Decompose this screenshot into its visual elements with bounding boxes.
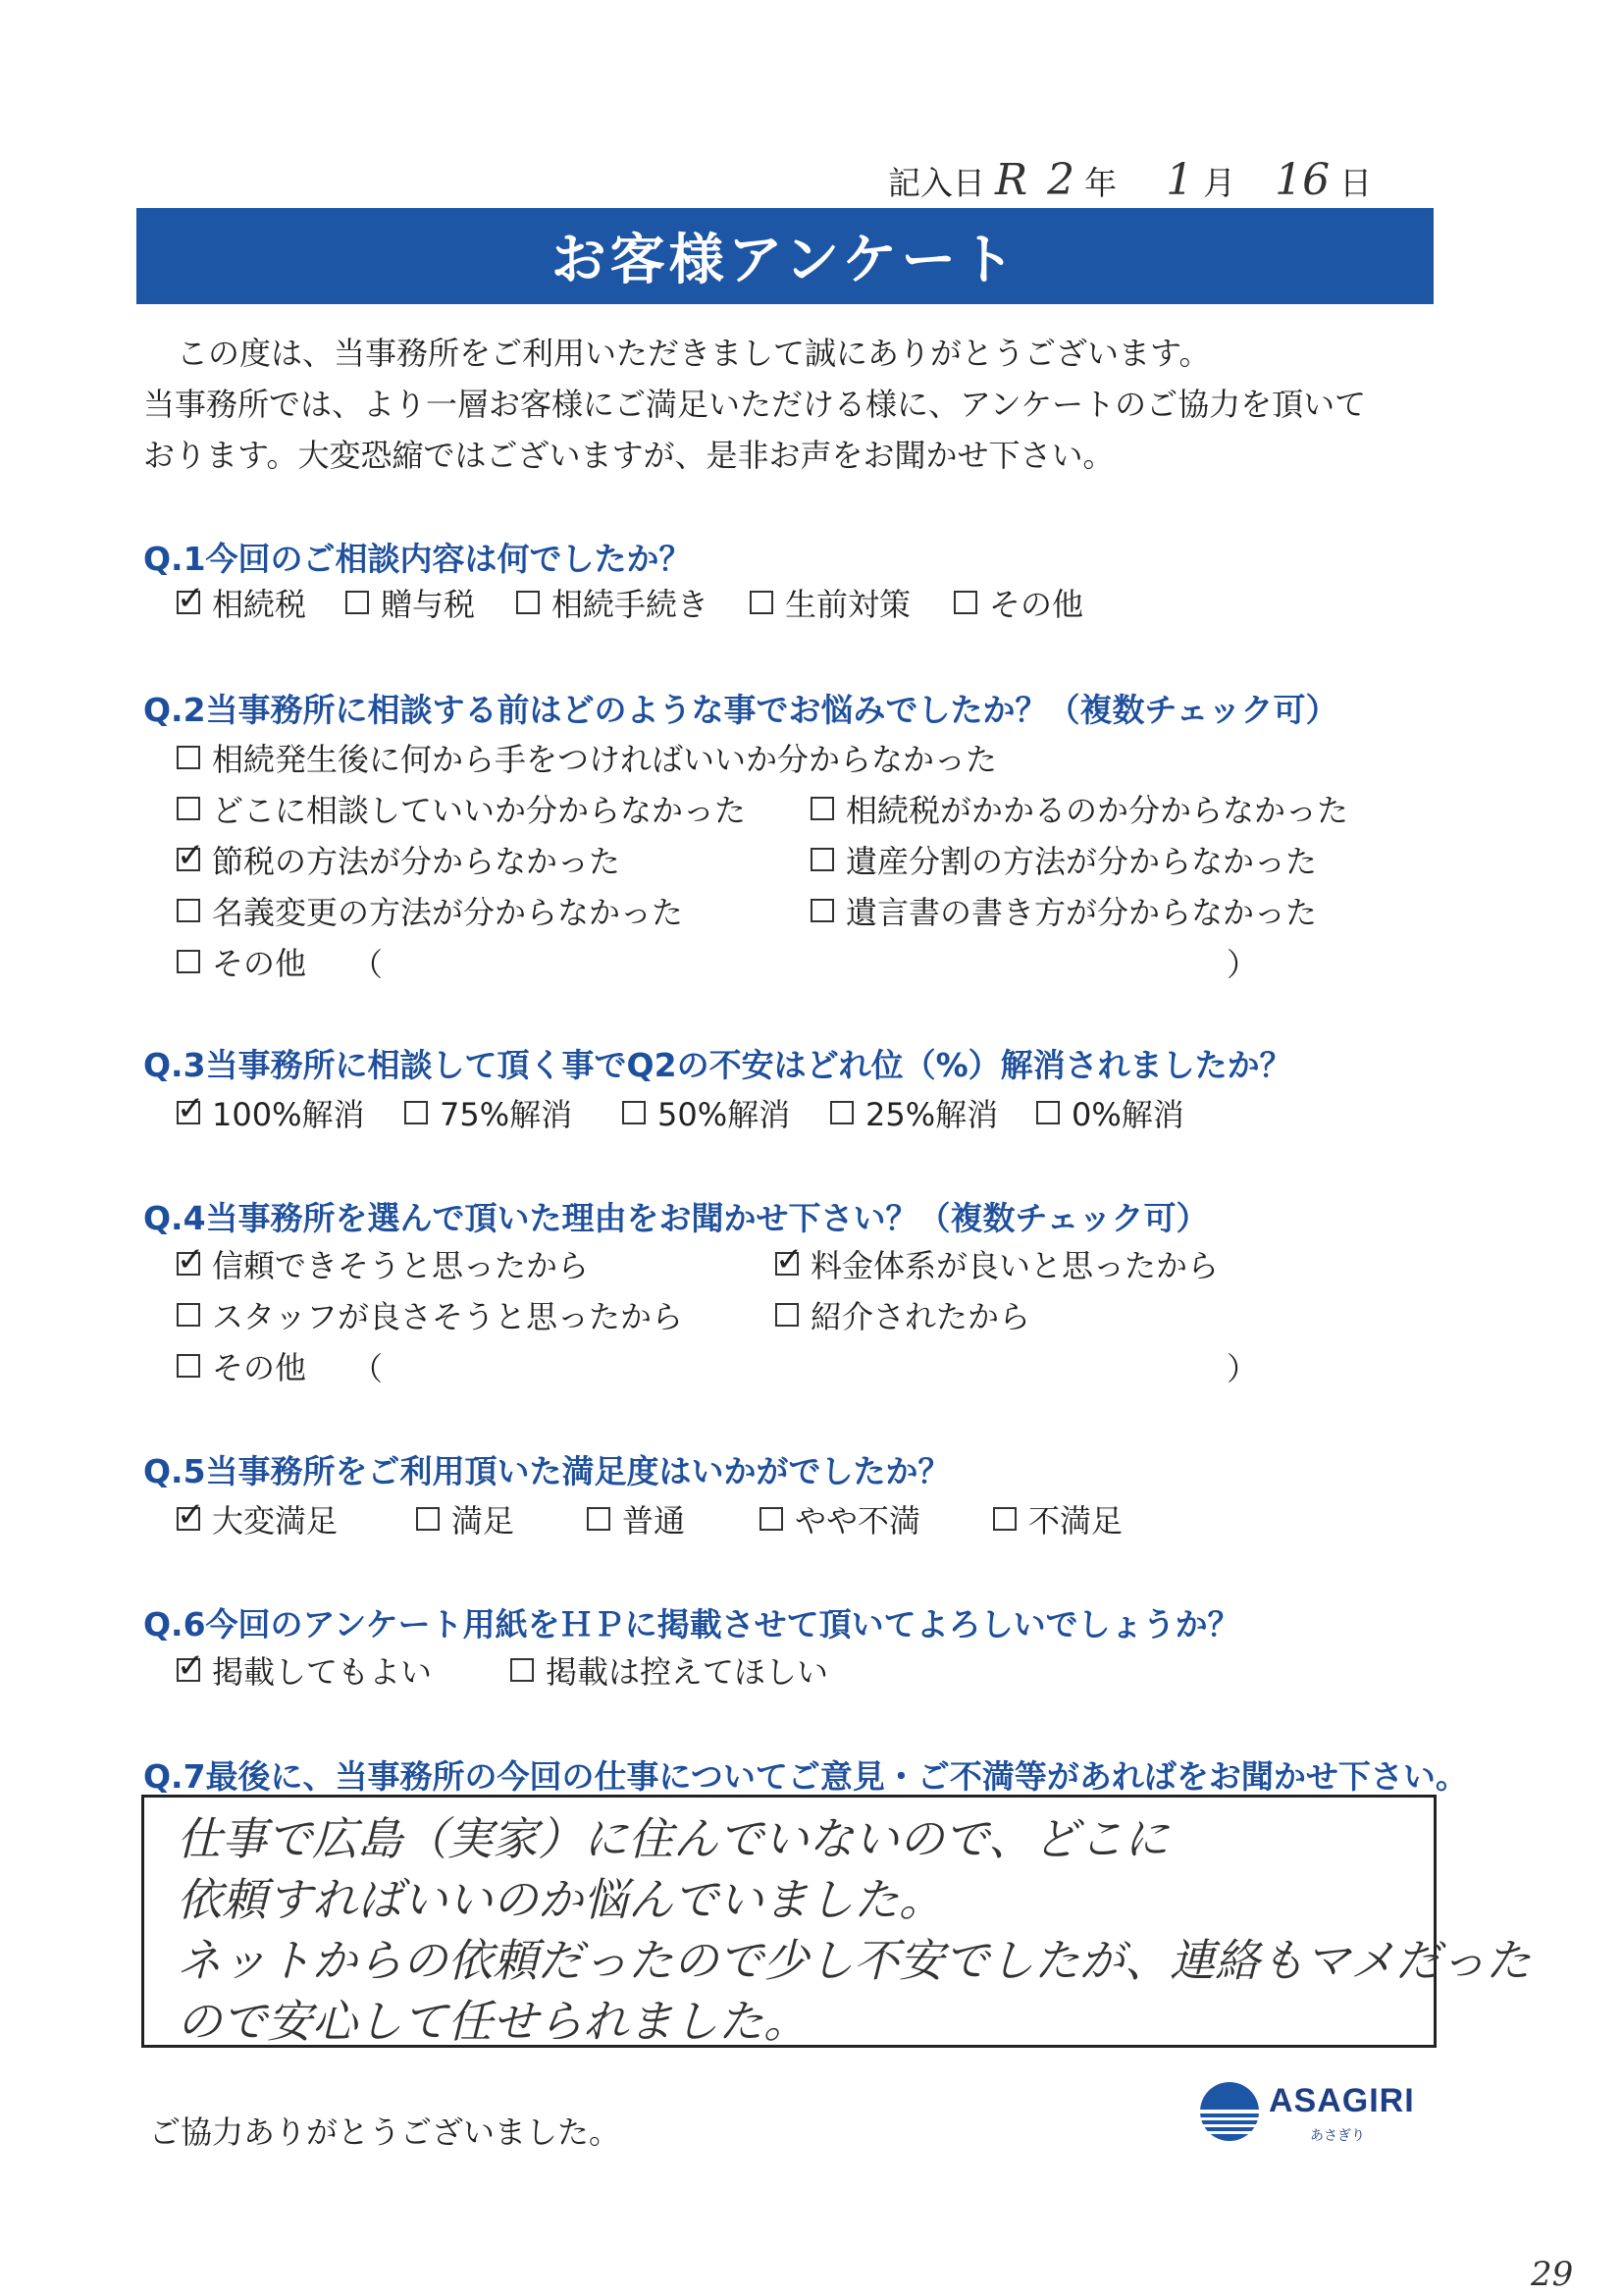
- checkbox[interactable]: [516, 591, 540, 614]
- checkbox[interactable]: [759, 1507, 783, 1531]
- option-label: 生前対策: [785, 586, 912, 623]
- q2-option[interactable]: [177, 940, 306, 983]
- checkbox[interactable]: [993, 1507, 1017, 1531]
- q5-option[interactable]: [177, 1497, 338, 1540]
- option-label: 掲載は控えてほしい: [546, 1653, 829, 1691]
- page-mark: 29: [1531, 2255, 1574, 2294]
- option-label: 贈与税: [381, 586, 476, 623]
- survey-title-banner: [136, 208, 1434, 304]
- q5-option[interactable]: [587, 1497, 685, 1540]
- checkbox[interactable]: [811, 899, 834, 922]
- asagiri-logo: [1192, 2072, 1418, 2151]
- q2-option[interactable]: [811, 787, 1348, 830]
- option-label: 普通: [622, 1502, 686, 1539]
- option-label: どこに相談していいか分からなかった: [212, 792, 747, 829]
- checkbox-checked[interactable]: [177, 1507, 200, 1531]
- entry-date: [888, 155, 1372, 205]
- option-label: スタッフが良さそうと思ったから: [212, 1298, 684, 1335]
- checkbox[interactable]: [177, 1354, 200, 1378]
- checkbox-checked[interactable]: [177, 1658, 200, 1682]
- comment-line: ので安心して任せられました。: [177, 1995, 809, 2048]
- q4-option[interactable]: [177, 1344, 306, 1387]
- q6-question: Q.6今回のアンケート用紙をＨＰに掲載させて頂いてよろしいでしょうか？: [143, 1605, 1240, 1644]
- q2-option[interactable]: [177, 838, 620, 881]
- q2-option[interactable]: [811, 889, 1317, 932]
- checkbox[interactable]: [177, 746, 200, 769]
- q3-option[interactable]: [1036, 1091, 1184, 1134]
- option-label: やや不満: [795, 1502, 921, 1539]
- q1-option[interactable]: [177, 581, 306, 624]
- date-month-unit: 月: [1203, 164, 1236, 202]
- intro-line: この度は、当事務所をご利用いただきまして誠にありがとうございます。: [177, 335, 1211, 372]
- option-label: 相続手続き: [551, 586, 709, 623]
- option-label: その他: [989, 586, 1084, 623]
- q4-option[interactable]: [775, 1242, 1219, 1285]
- checkbox[interactable]: [622, 1101, 646, 1124]
- q2-other-paren-open: （: [351, 946, 384, 983]
- option-label: 相続発生後に何から手をつければいいか分からなかった: [212, 741, 998, 778]
- date-label: 記入日: [888, 164, 985, 202]
- option-label: 100%解消: [212, 1096, 365, 1133]
- option-label: 50%解消: [657, 1096, 791, 1133]
- checkbox[interactable]: [775, 1303, 799, 1327]
- checkbox[interactable]: [1036, 1101, 1060, 1124]
- option-label: 遺言書の書き方が分からなかった: [846, 894, 1318, 931]
- checkbox[interactable]: [954, 591, 977, 614]
- comment-line: ネットからの依頼だったので少し不安でしたが、連絡もマメだった: [177, 1934, 1531, 1987]
- q2-option[interactable]: [177, 889, 683, 932]
- q1-option[interactable]: [954, 581, 1083, 624]
- checkbox-checked[interactable]: [177, 848, 200, 871]
- option-label: 大変満足: [212, 1502, 339, 1539]
- checkbox[interactable]: [510, 1658, 534, 1682]
- date-year-unit: 年: [1084, 164, 1118, 202]
- checkbox[interactable]: [811, 797, 834, 820]
- checkbox[interactable]: [811, 848, 834, 871]
- checkbox[interactable]: [750, 591, 773, 614]
- date-day-unit: 日: [1339, 164, 1373, 202]
- q1-option[interactable]: [750, 581, 911, 624]
- option-label: 相続税: [212, 586, 307, 623]
- survey-title: お客様アンケート: [550, 229, 1020, 292]
- option-label: 名義変更の方法が分からなかった: [212, 894, 684, 931]
- option-label: 掲載してもよい: [212, 1653, 433, 1691]
- checkbox[interactable]: [404, 1101, 428, 1124]
- date-year: 2: [1047, 155, 1075, 205]
- checkbox[interactable]: [177, 899, 200, 922]
- date-month: 1: [1166, 155, 1194, 205]
- q4-option[interactable]: [775, 1293, 1030, 1336]
- q2-other-paren-close: ）: [1227, 946, 1259, 983]
- checkbox[interactable]: [177, 1303, 200, 1327]
- checkbox-checked[interactable]: [775, 1252, 799, 1276]
- q6-option[interactable]: [510, 1648, 828, 1692]
- comment-line: 依頼すればいいのか悩んでいました。: [177, 1873, 944, 1926]
- checkbox[interactable]: [830, 1101, 854, 1124]
- q3-option[interactable]: [177, 1091, 365, 1134]
- q3-option[interactable]: [622, 1091, 790, 1134]
- option-label: 相続税がかかるのか分からなかった: [846, 792, 1349, 829]
- q2-option[interactable]: [811, 838, 1317, 881]
- q1-question: Q.1今回のご相談内容は何でしたか？: [143, 540, 692, 578]
- option-label: 75%解消: [440, 1096, 573, 1133]
- option-label: 節税の方法が分からなかった: [212, 843, 621, 880]
- q4-option[interactable]: [177, 1293, 683, 1336]
- checkbox-checked[interactable]: [177, 1101, 200, 1124]
- q2-option[interactable]: [177, 736, 997, 779]
- checkbox[interactable]: [587, 1507, 610, 1531]
- logo-subtext: あさぎり: [1310, 2128, 1365, 2144]
- intro-line: 当事務所では、より一層お客様にご満足いただける様に、アンケートのご協力を頂いて: [143, 386, 1367, 423]
- q3-option[interactable]: [404, 1091, 572, 1134]
- intro-line: おります。大変恐縮ではございますが、是非お声をお聞かせ下さい。: [143, 437, 1115, 474]
- q5-option[interactable]: [993, 1497, 1123, 1540]
- comment-line: 仕事で広島（実家）に住んでいないので、どこに: [177, 1812, 1170, 1865]
- option-label: 信頼できそうと思ったから: [212, 1247, 590, 1284]
- q4-other-paren-open: （: [351, 1350, 384, 1387]
- option-label: 遺産分割の方法が分からなかった: [846, 843, 1318, 880]
- option-label: 不満足: [1028, 1502, 1124, 1539]
- q6-option[interactable]: [177, 1648, 432, 1692]
- q3-option[interactable]: [830, 1091, 998, 1134]
- option-label: その他: [212, 945, 307, 982]
- checkbox-checked[interactable]: [177, 1252, 200, 1276]
- q5-question: Q.5当事務所をご利用頂いた満足度はいかがでしたか？: [143, 1452, 951, 1490]
- q4-question: Q.4当事務所を選んで頂いた理由をお聞かせ下さい？（複数チェック可）: [143, 1199, 1209, 1237]
- checkbox[interactable]: [416, 1507, 440, 1531]
- date-era: R: [995, 155, 1028, 205]
- thanks-text: ご協力ありがとうございました。: [149, 2113, 621, 2151]
- option-label: 紹介されたから: [811, 1298, 1031, 1335]
- q4-other-paren-close: ）: [1227, 1350, 1259, 1387]
- q3-question: Q.3当事務所に相談して頂く事でQ2の不安はどれ位（%）解消されましたか？: [143, 1046, 1292, 1084]
- intro-text: [143, 328, 1419, 481]
- option-label: 0%解消: [1072, 1096, 1184, 1133]
- q1-option[interactable]: [345, 581, 475, 624]
- option-label: 25%解消: [865, 1096, 999, 1133]
- q1-option[interactable]: [516, 581, 708, 624]
- option-label: 満足: [451, 1502, 515, 1539]
- date-day: 16: [1275, 155, 1331, 205]
- logo-text: ASAGIRI: [1269, 2082, 1415, 2119]
- q7-question: Q.7最後に、当事務所の今回の仕事についてご意見・ご不満等があればをお聞かせ下さい。: [143, 1757, 1468, 1796]
- checkbox-checked[interactable]: [177, 591, 200, 614]
- q5-option[interactable]: [759, 1497, 920, 1540]
- checkbox[interactable]: [177, 797, 200, 820]
- q5-option[interactable]: [416, 1497, 514, 1540]
- checkbox[interactable]: [177, 950, 200, 973]
- checkbox[interactable]: [345, 591, 369, 614]
- q4-option[interactable]: [177, 1242, 589, 1285]
- q2-option[interactable]: [177, 787, 746, 830]
- option-label: 料金体系が良いと思ったから: [811, 1247, 1220, 1284]
- option-label: その他: [212, 1349, 307, 1386]
- q2-question: Q.2当事務所に相談する前はどのような事でお悩みでしたか？（複数チェック可）: [143, 691, 1338, 729]
